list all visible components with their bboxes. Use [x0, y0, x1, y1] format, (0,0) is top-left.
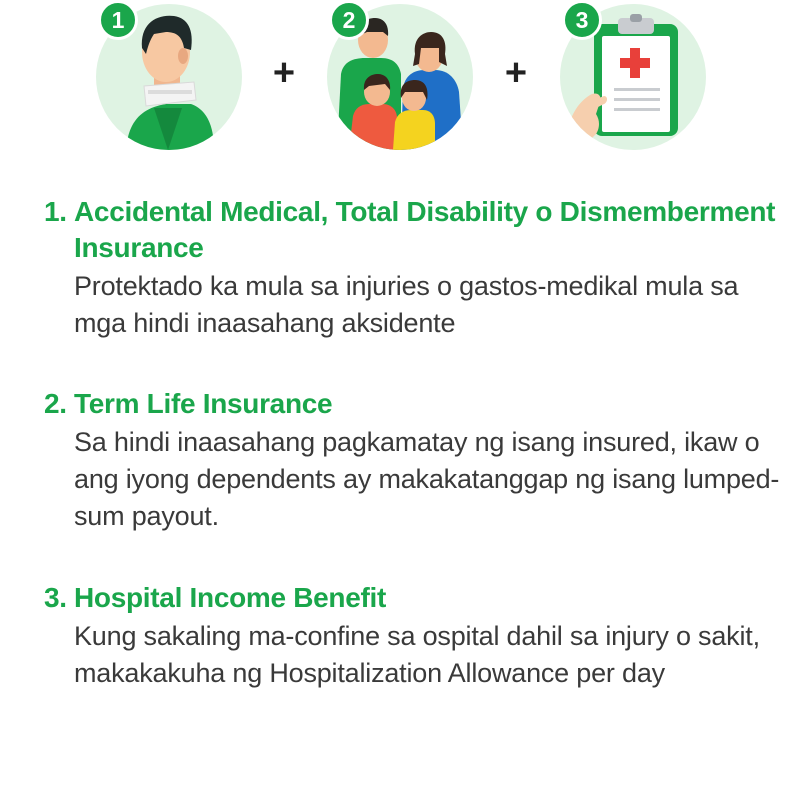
- benefit-item-2: [44, 386, 784, 535]
- benefit-description-2: Sa hindi inaasahang pagkamatay ng isang insured, ikaw o ang iyong dependents ay makakatanggap ng isang lumped-sum payout.: [74, 427, 780, 531]
- benefit-number-1: 1.: [44, 196, 67, 227]
- icons-row: [0, 0, 801, 150]
- benefit-number-3: 3.: [44, 582, 67, 613]
- benefit-title-text-2: Term Life Insurance: [74, 388, 333, 419]
- benefit-item-1: [44, 194, 784, 342]
- step-badge-3: 3: [562, 0, 602, 40]
- benefit-description-3: Kung sakaling ma-confine sa ospital dahil sa injury o sakit, makakakuha ng Hospitalization Allowance per day: [74, 621, 760, 688]
- benefit-title-text-1: Accidental Medical, Total Disability o Dismemberment Insurance: [74, 196, 776, 263]
- benefit-title-2: [44, 386, 784, 422]
- step-badge-1: 1: [98, 0, 138, 40]
- step-badge-2: 2: [329, 0, 369, 40]
- benefit-number-2: 2.: [44, 388, 67, 419]
- benefit-title-3: [44, 580, 784, 616]
- benefit-item-3: [44, 580, 784, 692]
- benefit-title-text-3: Hospital Income Benefit: [74, 582, 387, 613]
- benefit-title-1: [44, 194, 784, 266]
- plus-sign-1: +: [272, 52, 296, 94]
- plus-sign-2: +: [504, 52, 528, 94]
- benefit-description-1: Protektado ka mula sa injuries o gastos-medikal mula sa mga hindi inaasahang aksidente: [74, 271, 739, 338]
